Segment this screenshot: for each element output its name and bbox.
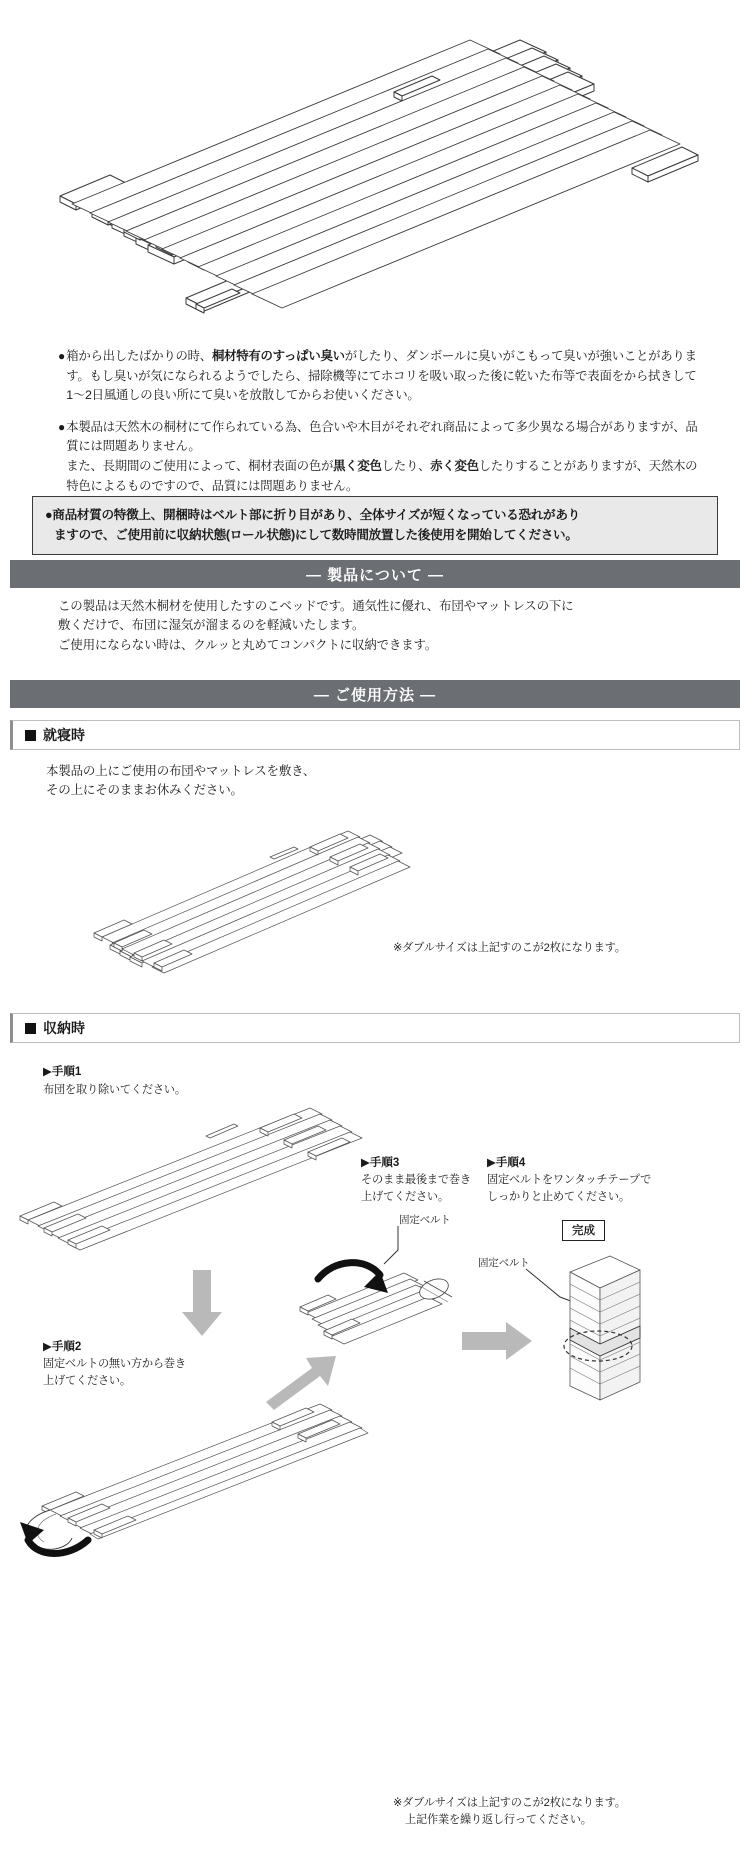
storage-footnote bbox=[393, 1795, 733, 1829]
product-description-line: この製品は天然木桐材を使用したすのこベッドです。通気性に優れ、布団やマットレスの下に bbox=[58, 599, 574, 613]
step-4-text bbox=[487, 1172, 727, 1206]
notice-line-2: ますので、ご使用前に収納状態(ロール状態)にして数時間放置した後使用を開始してください。 bbox=[54, 528, 578, 543]
caution-list bbox=[58, 347, 698, 508]
caution-text: 箱から出したばかりの時、桐材特有のすっぱい臭いがしたり、ダンボールに臭いがこもって臭いが強いことがあります。もし臭いが気になられるようでしたら、掃除機等にてホコリを吸い取った後に乾いた布等で表面をから拭きして1〜2日風通しの良い所にて臭いを放散してからお使いください。 bbox=[66, 349, 697, 403]
complete-badge: 完成 bbox=[562, 1220, 605, 1241]
step-2-illustration bbox=[10, 1390, 370, 1565]
step-4-text-line: 固定ベルトをワンタッチテープで bbox=[487, 1174, 652, 1186]
step-2-label: ▶手順2 bbox=[43, 1341, 82, 1353]
storage-footnote-line: ※ダブルサイズは上記すのこが2枚になります。 bbox=[393, 1797, 626, 1809]
bullet-marker: ● bbox=[58, 419, 66, 434]
subsection-header-storage bbox=[10, 1013, 740, 1043]
arrow-up-right-icon bbox=[262, 1352, 342, 1412]
product-description-line: 敷くだけで、布団に湿気が溜まるのを軽減いたします。 bbox=[58, 618, 365, 633]
step-1-text-line: 布団を取り除いてください。 bbox=[43, 1084, 186, 1096]
step-3-illustration bbox=[284, 1245, 474, 1360]
sleeping-instruction-line: その上にそのままお休みください。 bbox=[46, 783, 243, 798]
storage-footnote-line: 上記作業を繰り返し行ってください。 bbox=[405, 1813, 592, 1826]
bullet-marker: ● bbox=[58, 349, 66, 363]
subsection-title: 就寝時 bbox=[43, 727, 85, 743]
caution-item bbox=[58, 418, 698, 496]
section-band-usage: ― ご使用方法 ― bbox=[10, 680, 740, 708]
step-3-label: ▶手順3 bbox=[361, 1157, 400, 1169]
step-4-illustration bbox=[540, 1248, 670, 1418]
section-band-product: ― 製品について ― bbox=[10, 560, 740, 588]
product-description bbox=[58, 597, 698, 655]
step-4-label: ▶手順4 bbox=[487, 1157, 526, 1169]
step-1-label: ▶手順1 bbox=[43, 1066, 82, 1078]
notice-line-1: ●商品材質の特徴上、開梱時はベルト部に折り目があり、全体サイズが短くなっている恐れがあり bbox=[45, 508, 580, 522]
arrow-down-icon bbox=[180, 1270, 224, 1340]
caution-text: 本製品は天然木の桐材にて作られている為、色合いや木目がそれぞれ商品によって多少異なる場合がありますが、品質には問題ありません。 また、長期間のご使用によって、桐材表面の色が黒く変色したり、赤く変色したりすることがありますが、天然木の特色によるものですので、品質には問題ありません。 bbox=[66, 419, 698, 493]
sleeping-instruction-line: 本製品の上にご使用の布団やマットレスを敷き、 bbox=[46, 764, 316, 778]
hero-slat-bed-illustration bbox=[0, 8, 750, 338]
caution-item bbox=[58, 347, 698, 406]
step-2-text-line: 上げてください。 bbox=[43, 1374, 131, 1387]
subsection-header-sleeping bbox=[10, 720, 740, 750]
step-3-text-line: そのまま最後まで巻き bbox=[361, 1174, 471, 1186]
square-bullet-icon bbox=[25, 730, 36, 741]
fixing-belt-label-1: 固定ベルト bbox=[399, 1214, 451, 1226]
step-4-text-line: しっかりと止めてください。 bbox=[487, 1190, 630, 1203]
product-description-line: ご使用にならない時は、クルッと丸めてコンパクトに収納できます。 bbox=[58, 637, 438, 652]
square-bullet-icon bbox=[25, 1023, 36, 1034]
packaging-notice-box bbox=[32, 496, 718, 555]
step-2-text-line: 固定ベルトの無い方から巻き bbox=[43, 1358, 186, 1370]
sleeping-double-size-note: ※ダブルサイズは上記すのこが2枚になります。 bbox=[393, 942, 626, 954]
subsection-title: 収納時 bbox=[43, 1020, 85, 1036]
fixing-belt-label-2: 固定ベルト bbox=[478, 1257, 530, 1269]
step-3-text-line: 上げてください。 bbox=[361, 1190, 449, 1203]
step-1-illustration bbox=[10, 1090, 370, 1260]
arrow-right-icon bbox=[462, 1322, 534, 1364]
